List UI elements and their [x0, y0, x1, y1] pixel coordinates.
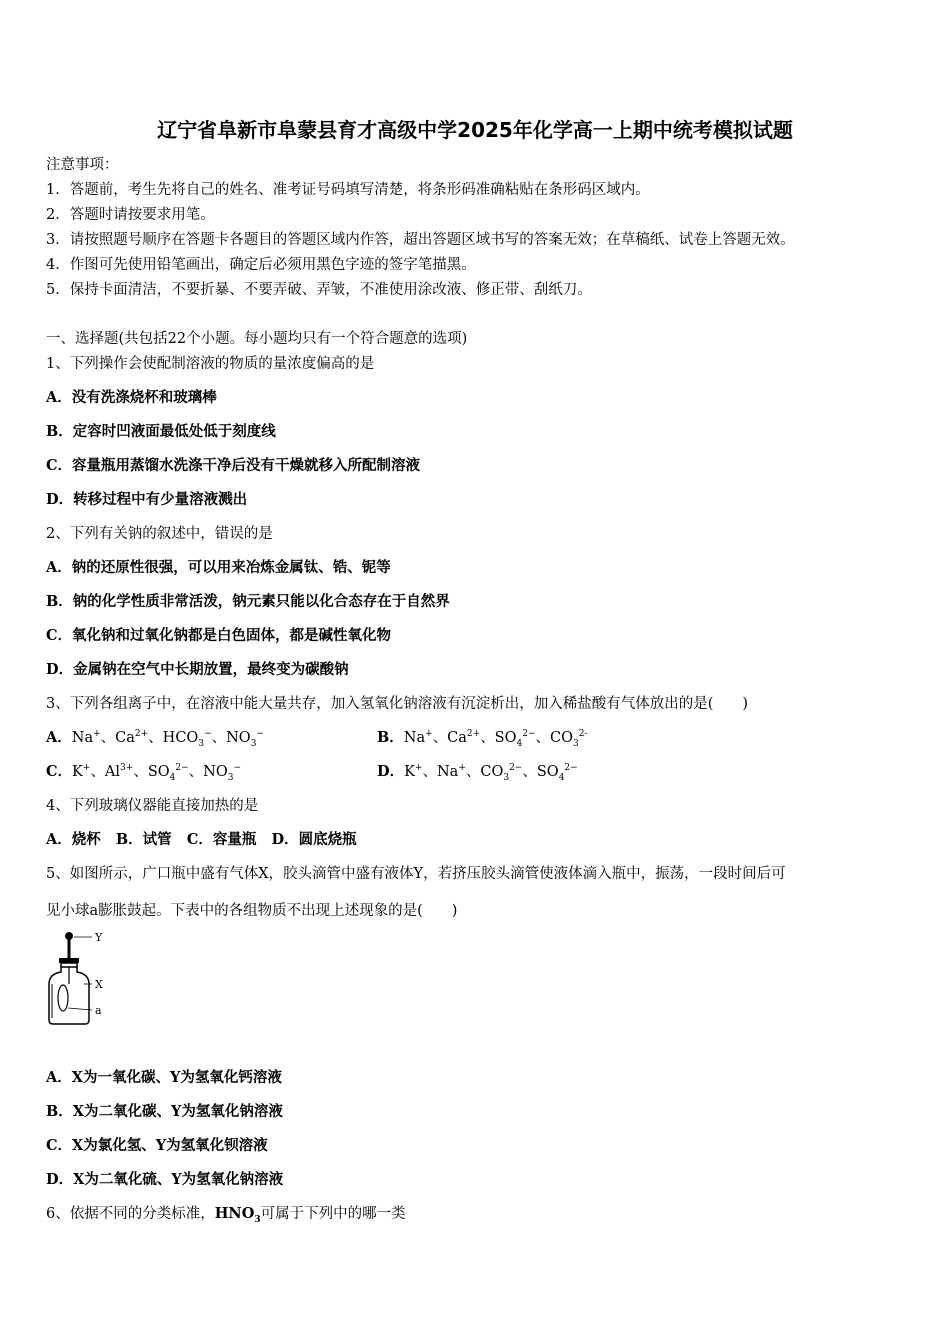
q3-stem: 3、下列各组离子中，在溶液中能大量共存，加入氢氧化钠溶液有沉淀析出，加入稀盐酸有气体放出的是( ) — [46, 696, 749, 712]
q4-option-b: B．试管 — [115, 831, 172, 848]
dropper-tube — [68, 939, 71, 959]
q1-option-a: A．没有洗涤烧杯和玻璃棒 — [46, 389, 217, 406]
page-title: 辽宁省阜新市阜蒙县育才高级中学2025年化学高一上期中统考模拟试题 — [157, 118, 793, 142]
notice-heading: 注意事项： — [46, 157, 119, 173]
q3-option-b-label: B． — [377, 729, 404, 746]
q1-stem: 1、下列操作会使配制溶液的物质的量浓度偏高的是 — [46, 356, 375, 372]
q3-option-c: C．K+、$Al^{3+}$、$SO_4^{2-}$、$NO_3^-$ — [46, 763, 242, 783]
q3-option-a-label: A． — [46, 729, 72, 746]
q6-stem — [46, 1202, 406, 1223]
q2-option-a: A．钠的还原性很强，可以用来冶炼金属钛、锆、铌等 — [46, 559, 391, 576]
q2-option-b: B．钠的化学性质非常活泼，钠元素只能以化合态存在于自然界 — [46, 593, 450, 610]
q1-option-c: C．容量瓶用蒸馏水洗涤干净后没有干燥就移入所配制溶液 — [46, 457, 421, 474]
q5-stem-line2: 见小球a膨胀鼓起。下表中的各组物质不出现上述现象的是( ) — [46, 903, 458, 919]
q4-option-c: C．容量瓶 — [186, 831, 257, 848]
q5-option-c: C．X为氯化氢、Y为氢氧化钡溶液 — [46, 1137, 268, 1154]
q3-option-d: D．K+、Na+、$CO_3^{2-}$、$SO_4^{2-}$ — [377, 763, 578, 783]
q2-option-c: C．氧化钠和过氧化钠都是白色固体，都是碱性氧化物 — [46, 627, 392, 644]
notice-item-5: 5．保持卡面清洁，不要折暴、不要弄破、弄皱，不准使用涂改液、修正带、刮纸刀。 — [46, 282, 592, 298]
notice-item-4: 4．作图可先使用铅笔画出，确定后必须用黑色字迹的签字笔描黑。 — [46, 257, 476, 273]
figure-label-y: Y — [95, 931, 103, 944]
q4-stem: 4、下列玻璃仪器能直接加热的是 — [46, 798, 259, 814]
q4-option-d: D．圆底烧瓶 — [271, 831, 357, 848]
q5-option-a: A．X为一氧化碳、Y为氢氧化钙溶液 — [46, 1069, 282, 1086]
dropper-bulb — [65, 932, 73, 940]
balloon-a — [58, 985, 68, 1011]
q6-stem-after: 可属于下列中的哪一类 — [260, 1206, 406, 1222]
q6-formula: $HNO_3$ — [214, 1205, 261, 1225]
q3-option-a: A．Na+、$Ca^{2+}$、$HCO_3^-$、$NO_3^-$ — [46, 729, 264, 749]
q3-option-d-label: D． — [377, 763, 405, 780]
q3-option-c-label: C． — [46, 763, 73, 780]
bottle-dropper-figure — [44, 928, 114, 1026]
q5-stem-line1: 5、如图所示，广口瓶中盛有气体X，胶头滴管中盛有液体Y，若挤压胶头滴管使液体滴入瓶中，振荡，一段时间后可 — [46, 866, 786, 882]
q2-option-d: D．金属钠在空气中长期放置，最终变为碳酸钠 — [46, 661, 349, 678]
bottle-neck — [61, 963, 77, 967]
notice-item-3: 3．请按照题号顺序在答题卡各题目的答题区域内作答，超出答题区域书写的答案无效；在草稿纸、试卷上答题无效。 — [46, 232, 795, 248]
notice-item-2: 2．答题时请按要求用笔。 — [46, 207, 215, 223]
q5-option-d: D．X为二氧化硫、Y为氢氧化钠溶液 — [46, 1171, 284, 1188]
q1-option-b: B．定容时凹液面最低处低于刻度线 — [46, 423, 276, 440]
q3-option-b: B．Na+、$Ca^{2+}$、$SO_4^{2-}$、$CO_3^{2-}$ — [377, 729, 588, 749]
figure-label-a: a — [95, 1004, 102, 1017]
figure-label-x: X — [95, 978, 103, 991]
q6-stem-before: 6、依据不同的分类标准， — [46, 1206, 215, 1222]
q4-options — [46, 828, 357, 849]
q2-stem: 2、下列有关钠的叙述中，错误的是 — [46, 526, 273, 542]
q1-option-d: D．转移过程中有少量溶液溅出 — [46, 491, 248, 508]
notice-item-1: 1．答题前，考生先将自己的姓名、准考证号码填写清楚，将条形码准确粘贴在条形码区域内。 — [46, 182, 650, 198]
q4-option-a: A．烧杯 — [46, 831, 101, 848]
section-heading: 一、选择题(共包括22个小题。每小题均只有一个符合题意的选项) — [46, 331, 468, 347]
q5-option-b: B．X为二氧化碳、Y为氢氧化钠溶液 — [46, 1103, 283, 1120]
